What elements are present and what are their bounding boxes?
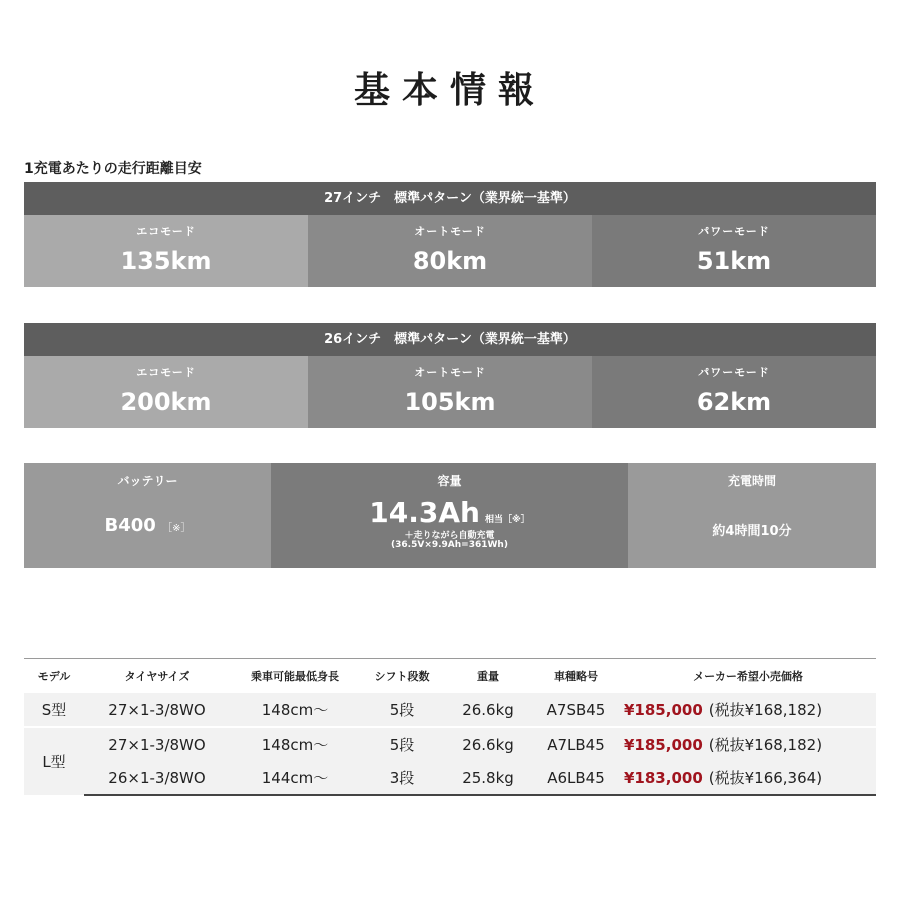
min-height-cell: 148cm～ — [230, 727, 360, 761]
capacity-suffix: 相当［※］ — [485, 515, 530, 525]
mode-label: パワーモード — [698, 225, 770, 238]
mode-value: 62km — [696, 388, 772, 416]
shift-cell: 3段 — [360, 761, 444, 795]
capacity-value-row — [271, 496, 628, 529]
shift-cell: 5段 — [360, 727, 444, 761]
mode-label: エコモード — [136, 225, 196, 238]
price-value: ¥185,000 — [624, 736, 703, 754]
model-cell: S型 — [41, 701, 67, 719]
table-header-row — [24, 659, 876, 694]
mode-label: エコモード — [136, 366, 196, 379]
charge-time-value: 約4時間10分 — [712, 524, 792, 539]
code-cell: A6LB45 — [532, 761, 620, 795]
min-height-cell: 144cm～ — [230, 761, 360, 795]
price-tax-excluded: (税抜¥168,182) — [708, 701, 823, 719]
mode-value: 105km — [404, 388, 496, 416]
capacity-value: 14.3Ah — [369, 496, 480, 529]
mode-value: 200km — [120, 388, 212, 416]
power-mode-cell — [592, 215, 876, 287]
price-tax-excluded: (税抜¥166,364) — [708, 769, 823, 787]
code-cell: A7SB45 — [546, 700, 606, 719]
note-mark: ［※］ — [162, 523, 191, 534]
price-tax-excluded: (税抜¥168,182) — [708, 736, 823, 754]
eco-mode-cell — [24, 215, 308, 287]
capacity-cell — [271, 463, 628, 568]
capacity-sub-note: ＋走りながら自動充電 — [404, 531, 495, 541]
weight-cell: 26.6kg — [462, 700, 514, 719]
tire-size-cell: 27×1-3/8WO — [108, 700, 206, 719]
price-cell — [620, 727, 876, 761]
column-header: メーカー希望小売価格 — [620, 659, 876, 694]
spec-table — [24, 658, 876, 796]
capacity-formula: (36.5V×9.9Ah=361Wh) — [391, 540, 508, 550]
price-cell — [620, 693, 876, 727]
price-cell — [620, 761, 876, 795]
charge-time-label: 充電時間 — [727, 474, 776, 488]
mode-label: パワーモード — [698, 366, 770, 379]
column-header: シフト段数 — [360, 659, 444, 694]
table-row — [24, 693, 876, 727]
price-value: ¥185,000 — [624, 701, 703, 719]
battery-cell — [24, 463, 271, 568]
mode-label: オートモード — [414, 225, 486, 238]
battery-model — [24, 515, 271, 536]
min-height-cell: 148cm～ — [261, 701, 329, 719]
shift-cell: 5段 — [389, 701, 415, 719]
column-header: 乗車可能最低身長 — [230, 659, 360, 694]
auto-mode-cell — [308, 215, 592, 287]
eco-mode-cell — [24, 356, 308, 428]
range-caption: 1充電あたりの走行距離目安 — [24, 161, 202, 177]
auto-mode-cell — [308, 356, 592, 428]
mode-value: 51km — [696, 247, 772, 275]
power-mode-cell — [592, 356, 876, 428]
battery-label: バッテリー — [117, 474, 178, 488]
tire-size-cell: 27×1-3/8WO — [84, 727, 230, 761]
column-header: モデル — [24, 659, 84, 694]
capacity-label: 容量 — [437, 474, 462, 488]
table-row — [24, 761, 876, 795]
price-value: ¥183,000 — [624, 769, 703, 787]
mode-value: 80km — [412, 247, 488, 275]
range-header: 27インチ 標準パターン（業界統一基準） — [24, 182, 876, 215]
range-block-26inch — [24, 323, 876, 428]
weight-cell: 26.6kg — [444, 727, 532, 761]
weight-cell: 25.8kg — [444, 761, 532, 795]
range-row — [24, 215, 876, 287]
range-header: 26インチ 標準パターン（業界統一基準） — [24, 323, 876, 356]
page-title: 基本情報 — [353, 70, 546, 111]
table-row — [24, 727, 876, 761]
code-cell: A7LB45 — [532, 727, 620, 761]
battery-model-value: B400 — [104, 515, 156, 536]
battery-block — [24, 463, 876, 568]
column-header: タイヤサイズ — [84, 659, 230, 694]
mode-label: オートモード — [414, 366, 486, 379]
charge-time-cell — [628, 463, 876, 568]
tire-size-cell: 26×1-3/8WO — [84, 761, 230, 795]
mode-value: 135km — [120, 247, 212, 275]
range-block-27inch — [24, 182, 876, 287]
model-cell: L型 — [24, 727, 84, 795]
column-header: 重量 — [444, 659, 532, 694]
column-header: 車種略号 — [532, 659, 620, 694]
range-row — [24, 356, 876, 428]
